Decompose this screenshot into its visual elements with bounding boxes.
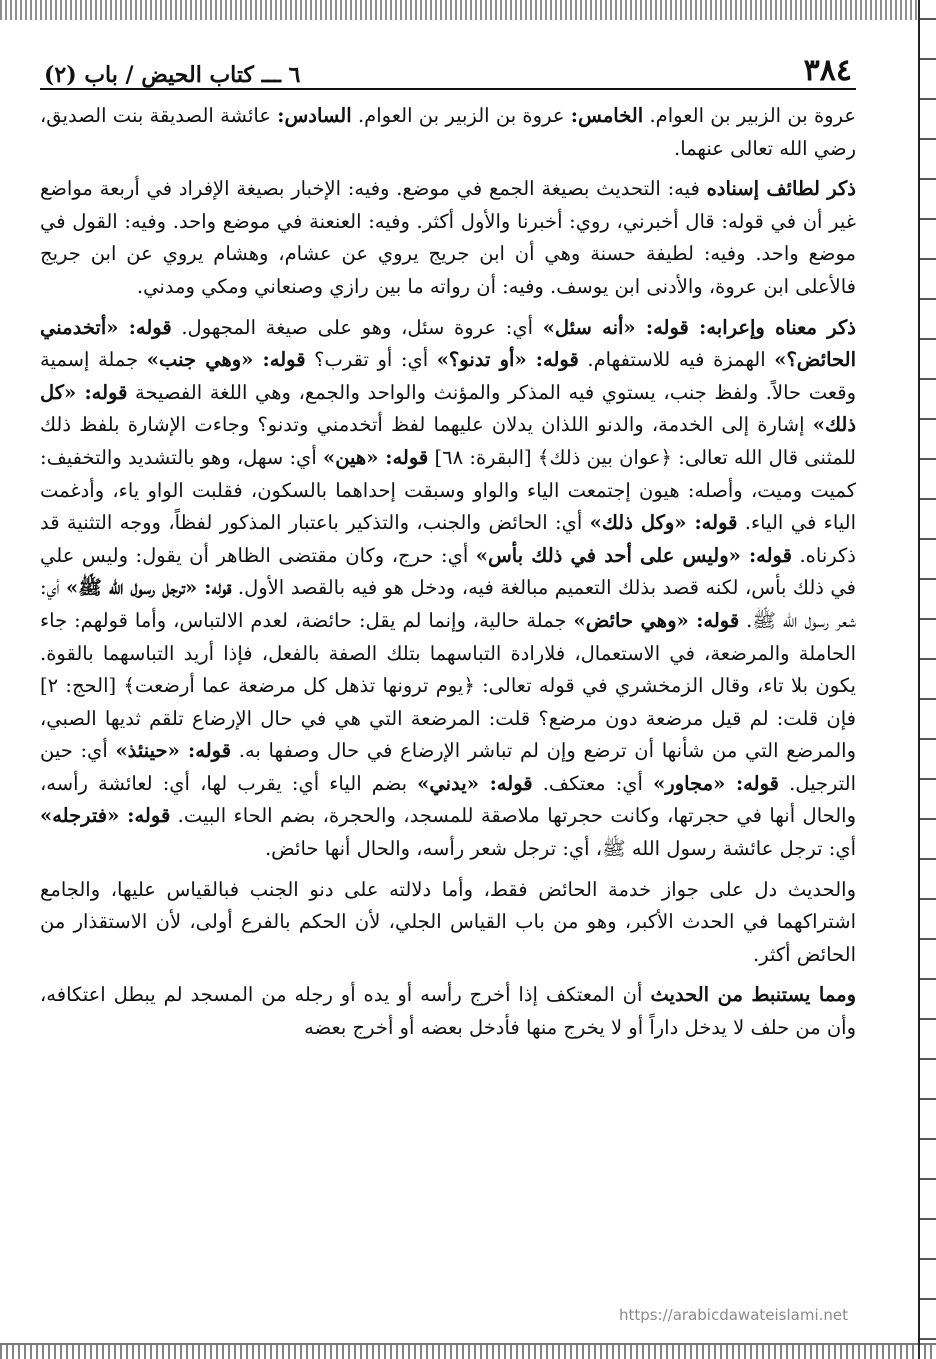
text-run: أن المعتكف إذا أخرج رأسه أو يده أو رجله من المسجد لم يبطل اعتكافه، وأن من حلف لا يدخل داراً أو لا يخرج منها فأدخل بعضه أو أخرج بعضه bbox=[40, 983, 856, 1040]
watermark-url: https://arabicdawateislami.net bbox=[618, 1306, 848, 1324]
bold-run: قوله: «وهي جنب» bbox=[146, 348, 306, 372]
bold-run: قوله: «أو تدنو؟» bbox=[436, 348, 579, 372]
decorative-top-border bbox=[0, 0, 936, 20]
text-run: عائشة الصديقة بنت الصديق، رضي الله تعالى عنهما. bbox=[40, 104, 856, 160]
text-run: والحديث دل على جواز خدمة الحائض فقط، وأما دلالته على دنو الجنب فبالقياس عليها، والجامع اشتراكهما في الحدث الأكبر، وهو من باب القياس الجلي، لأن الحكم بالفرع أولى، لأن الاستقذار من الحائض أكثر. bbox=[40, 877, 856, 966]
paragraph-3 bbox=[40, 312, 856, 866]
text-run: أي: شعر رسول الله ﷺ. bbox=[40, 576, 856, 632]
bold-run: قوله: «وليس على أحد في ذلك بأس» bbox=[475, 543, 792, 567]
bold-run: قوله: «هين» bbox=[323, 445, 429, 469]
bold-run: قوله: «ترجل رسول الله ﷺ» bbox=[66, 576, 232, 600]
text-run: أي: عروة سئل، وهو على صيغة المجهول. bbox=[171, 315, 543, 339]
text-run: أي: ترجل عائشة رسول الله ﷺ، أي: ترجل شعر رأسه، والحال أنها حائض. bbox=[264, 837, 856, 861]
bold-run: ذكر معناه وإعرابه: قوله: «أنه سئل» bbox=[542, 315, 856, 339]
page bbox=[40, 38, 856, 1053]
bold-run: الخامس: bbox=[570, 104, 644, 127]
bold-run: قوله: «أتخدمني الحائض؟» bbox=[40, 315, 857, 372]
paragraph-2 bbox=[40, 173, 856, 303]
bold-run: قوله: «مجاور» bbox=[653, 771, 779, 795]
text-run: جملة حالية، وإنما لم يقل: حائضة، لعدم الالتباس، وأما قولهم: جاء الحاملة والمرضعة، في الاستعمال، فلارادة التباسهما بتلك الصفة بالفعل، فإذا أريد التباسهما بالقوة. يكون بلا تاء، وقال الزمخشري في قوله تعالى: ﴿يوم ترونها تذهل كل مرضعة عما أرضعت﴾ [الحج: ٢] فإن قلت: لم قيل مرضعة دون مرضع؟ قلت: المرضعة التي هي في حال الإرضاع تلقم ثديها الصبي، والمرضع التي من شأنها أن ترضع وإن لم تباشر الإرضاع في حال وصفها به. bbox=[40, 608, 856, 763]
bold-run: قوله: «وهي حائض» bbox=[573, 608, 740, 632]
bold-run: قوله: «حينئذ» bbox=[115, 739, 232, 763]
paragraph-4 bbox=[40, 874, 856, 972]
bold-run: قوله: «وكل ذلك» bbox=[589, 511, 738, 535]
text-run: أي: أو تقرب؟ bbox=[305, 348, 437, 372]
text-run: عروة بن الزبير بن العوام. bbox=[351, 104, 571, 127]
text-run: عروة بن الزبير بن العوام. bbox=[643, 104, 856, 127]
bold-run: السادس: bbox=[277, 104, 352, 127]
text-run: بضم الياء أي: يقرب لها، أي: لعائشة رأسه، والحال أنها في حجرتها، وكانت حجرتها ملاصقة للمسجد، والحجرة، بضم الحاء البيت. bbox=[40, 771, 856, 828]
text-run: أي: حين الترجيل. bbox=[40, 739, 857, 795]
text-run: أي: الحائض والجنب، والتذكير باعتبار المذكور لفظاً، ووجه التثنية قد ذكرناه. bbox=[40, 511, 856, 567]
text-run: إشارة إلى الخدمة، والدنو اللذان يدلان عليهما لفظ أتخدمني وتدنو؟ وجاءت الإشارة بلفظ ذلك للمثنى قال الله تعالى: ﴿عوان بين ذلك﴾ [البقرة: ٦٨] bbox=[40, 413, 856, 469]
bold-run: قوله: «يدني» bbox=[417, 771, 533, 795]
text-run: جملة إسمية وقعت حالاً. ولفظ جنب، يستوي فيه المذكر والمؤنث والواحد والجمع، وهي اللغة الفصيحة bbox=[40, 348, 856, 404]
decorative-right-border bbox=[918, 0, 936, 1359]
paragraph-1 bbox=[40, 100, 856, 165]
bold-run: ومما يستنبط من الحديث bbox=[650, 983, 856, 1007]
text-run: فيه: التحديث بصيغة الجمع في موضع. وفيه: الإخبار بصيغة الإفراد في أربعة مواضع غير أن في قوله: قال أخبرني، روي: أخبرنا والأول أكثر. وفيه: العنعنة في موضع واحد. وفيه: القول في موضع واحد. وفيه: لطيفة حسنة وهي أن ابن جريج يروي عن عشام، وهشام يروي عن ابن جريج فالأعلى ابن عروة، والأدنى ابن يوسف. وفيه: أن رواته ما بين رازي وصنعاني ومكي ومدني. bbox=[40, 177, 856, 298]
running-title: ٦ ـــ كتاب الحيض / باب (٢) bbox=[44, 62, 301, 88]
page-number: ٣٨٤ bbox=[803, 53, 852, 88]
decorative-bottom-border bbox=[0, 1343, 936, 1359]
paragraph-5 bbox=[40, 979, 856, 1044]
bold-run: ذكر لطائف إسناده bbox=[706, 177, 856, 201]
page-header bbox=[40, 38, 856, 90]
text-run: أي: سهل، وهو بالتشديد والتخفيف: كميت وميت، وأصله: هيون إجتمعت الياء والواو وسبقت إحداهما بالسكون، فقلبت الواو ياء، وأدغمت الياء في الياء. bbox=[40, 445, 856, 535]
bold-run: قوله: «فترجله» bbox=[40, 804, 171, 828]
text-run: أي: حرج، وكان مقتضى الظاهر أن يقول: وليس علي في ذلك بأس، لكنه قصد بذلك التعميم مبالغة فيه، ودخل هو فيه بالقصد الأول. bbox=[40, 543, 856, 600]
bold-run: قوله: «كل ذلك» bbox=[40, 380, 856, 437]
page-body bbox=[40, 100, 856, 1045]
text-run: الهمزة فيه للاستفهام. bbox=[578, 348, 775, 372]
text-run: أي: معتكف. bbox=[532, 771, 654, 795]
